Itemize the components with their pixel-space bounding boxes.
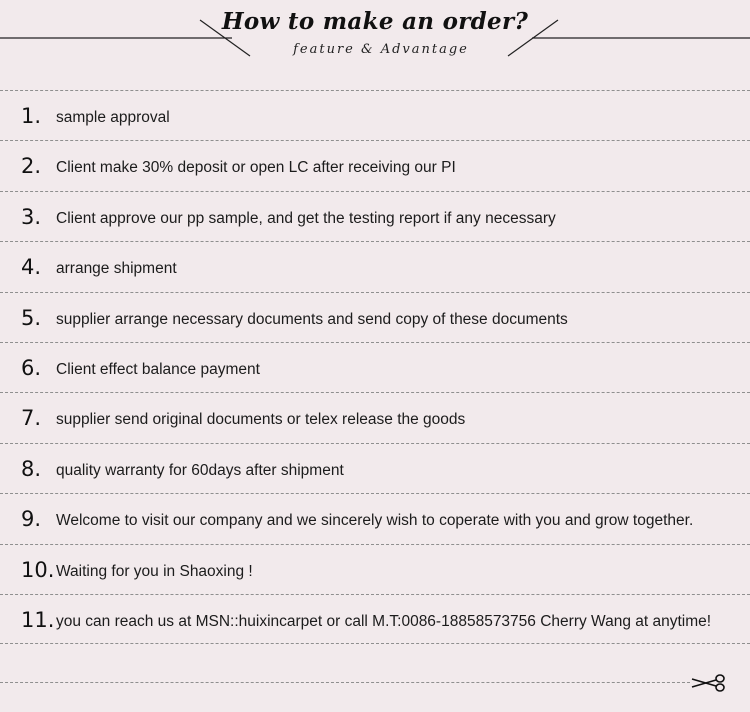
cut-line bbox=[0, 682, 690, 683]
step-text: Client make 30% deposit or open LC after receiving our PI bbox=[56, 159, 456, 177]
step-text: Client effect balance payment bbox=[56, 360, 260, 378]
step-number: 5. bbox=[21, 305, 42, 330]
step-number: 2. bbox=[21, 154, 42, 179]
step-text: Client approve our pp sample, and get the testing report if any necessary bbox=[56, 209, 556, 227]
header bbox=[0, 0, 750, 70]
list-item bbox=[0, 292, 750, 342]
step-text: supplier arrange necessary documents and send copy of these documents bbox=[56, 310, 568, 328]
step-text: Welcome to visit our company and we sincerely wish to coperate with you and grow together. bbox=[56, 512, 694, 530]
step-text: Waiting for you in Shaoxing ! bbox=[56, 562, 253, 580]
list-item bbox=[0, 140, 750, 190]
list-item bbox=[0, 594, 750, 644]
step-number: 8. bbox=[21, 456, 42, 481]
step-text: sample approval bbox=[56, 109, 170, 126]
step-text: arrange shipment bbox=[56, 260, 177, 278]
scissors-icon bbox=[690, 673, 730, 693]
step-number: 1. bbox=[21, 104, 42, 128]
list-item bbox=[0, 191, 750, 241]
steps-list bbox=[0, 90, 750, 644]
list-item bbox=[0, 342, 750, 392]
list-item bbox=[0, 544, 750, 594]
step-number: 7. bbox=[21, 406, 42, 431]
step-number: 6. bbox=[21, 355, 42, 380]
step-number: 3. bbox=[21, 204, 42, 229]
step-text: quality warranty for 60days after shipment bbox=[56, 461, 344, 479]
list-item bbox=[0, 493, 750, 543]
step-number: 4. bbox=[21, 255, 42, 280]
page-title: How to make an order? bbox=[221, 8, 529, 35]
step-number: 11. bbox=[21, 607, 55, 632]
page-subtitle: feature & Advantage bbox=[293, 42, 469, 57]
list-item bbox=[0, 241, 750, 291]
list-item bbox=[0, 90, 750, 140]
step-number: 10. bbox=[21, 557, 55, 582]
step-text: supplier send original documents or telex release the goods bbox=[56, 411, 466, 429]
step-text: you can reach us at MSN::huixincarpet or call M.T:0086-18858573756 Cherry Wang at anytime! bbox=[56, 612, 712, 630]
list-item bbox=[0, 443, 750, 493]
step-number: 9. bbox=[21, 507, 42, 532]
list-item bbox=[0, 392, 750, 442]
